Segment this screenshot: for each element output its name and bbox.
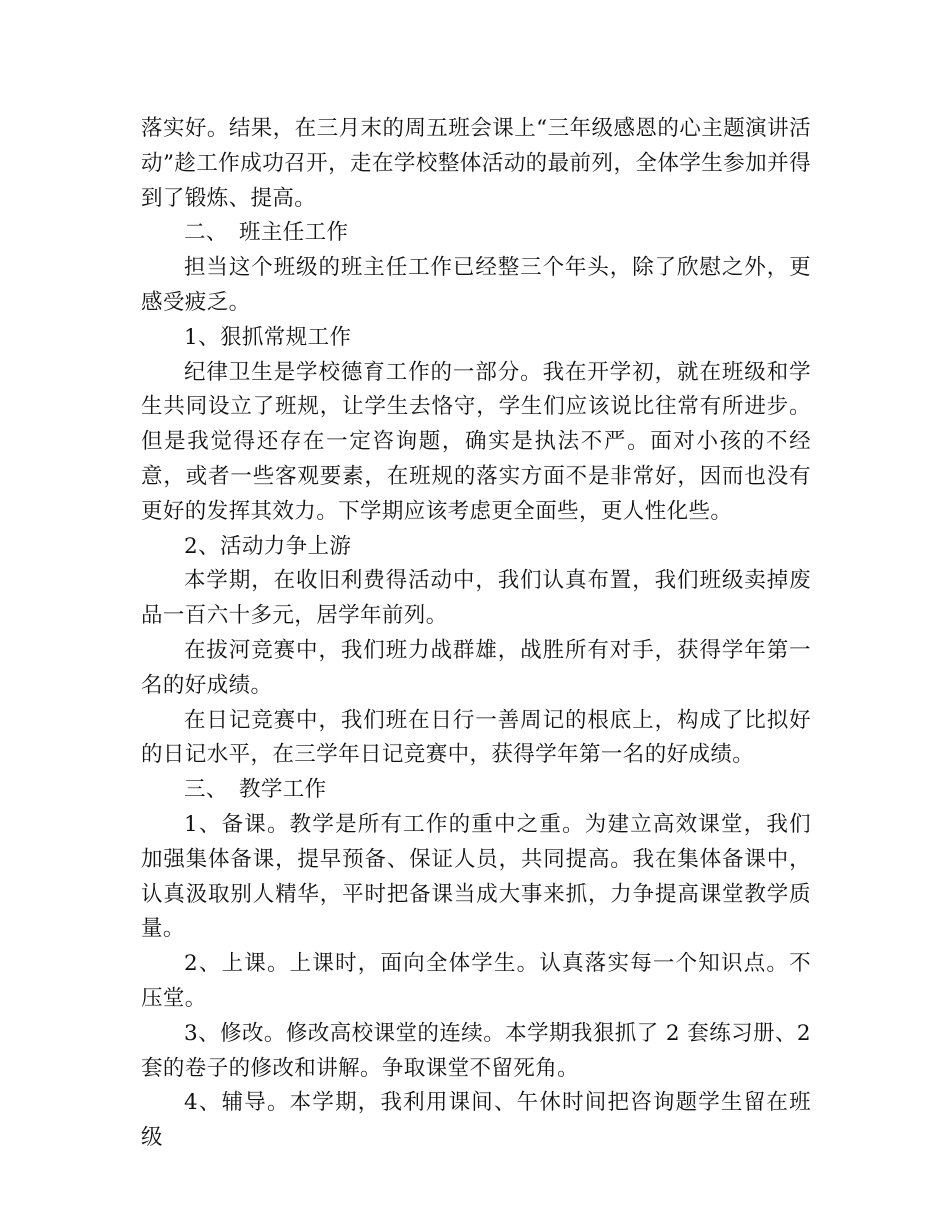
paragraph: 本学期，在收旧利费得活动中，我们认真布置，我们班级卖掉废品一百六十多元，居学年前列。 [141, 568, 811, 629]
paragraph: 落实好。结果，在三月末的周五班会课上“三年级感恩的心主题演讲活动”趁工作成功召开，走在学校整体活动的最前列，全体学生参加并得到了锻炼、提高。 [141, 116, 811, 211]
paragraph: 在拔河竞赛中，我们班力战群雄，战胜所有对手，获得学年第一名的好成绩。 [141, 637, 811, 698]
section-heading-teaching: 三、 教学工作 [184, 777, 327, 803]
paragraph: 担当这个班级的班主任工作已经整三个年头，除了欣慰之外，更感受疲乏。 [141, 255, 811, 315]
paragraph: 2、上课。上课时，面向全体学生。认真落实每一个知识点。不压堂。 [141, 951, 811, 1011]
paragraph: 纪律卫生是学校德育工作的一部分。我在开学初，就在班级和学生共同设立了班规，让学生去恪守，学生们应该说比往常有所进步。但是我觉得还存在一定咨询题，确实是执法不严。面对小孩的不经意，或者一些客观要素，在班规的落实方面不是非常好，因而也没有更好的发挥其效力。下学期应该考虑更全面些，更人性化些。 [141, 359, 811, 524]
paragraph: 在日记竞赛中，我们班在日行一善周记的根底上，构成了比拟好的日记水平，在三学年日记竞赛中，获得学年第一名的好成绩。 [141, 707, 811, 768]
paragraph: 4、辅导。本学期，我利用课间、午休时间把咨询题学生留在班级 [141, 1090, 811, 1151]
paragraph: 1、备课。教学是所有工作的重中之重。为建立高效课堂，我们加强集体备课，提早预备、保证人员，共同提高。我在集体备课中，认真汲取别人精华，平时把备课当成大事来抓，力争提高课堂教学质量。 [141, 811, 811, 942]
paragraph: 3、修改。修改高校课堂的连续。本学期我狠抓了 2 套练习册、2 套的卷子的修改和讲解。争取课堂不留死角。 [141, 1020, 811, 1081]
document-body [141, 112, 811, 1156]
section-heading-head-teacher: 二、 班主任工作 [184, 220, 349, 246]
subheading-activities: 2、活动力争上游 [184, 533, 352, 559]
subheading-routine-work: 1、狠抓常规工作 [184, 324, 352, 350]
